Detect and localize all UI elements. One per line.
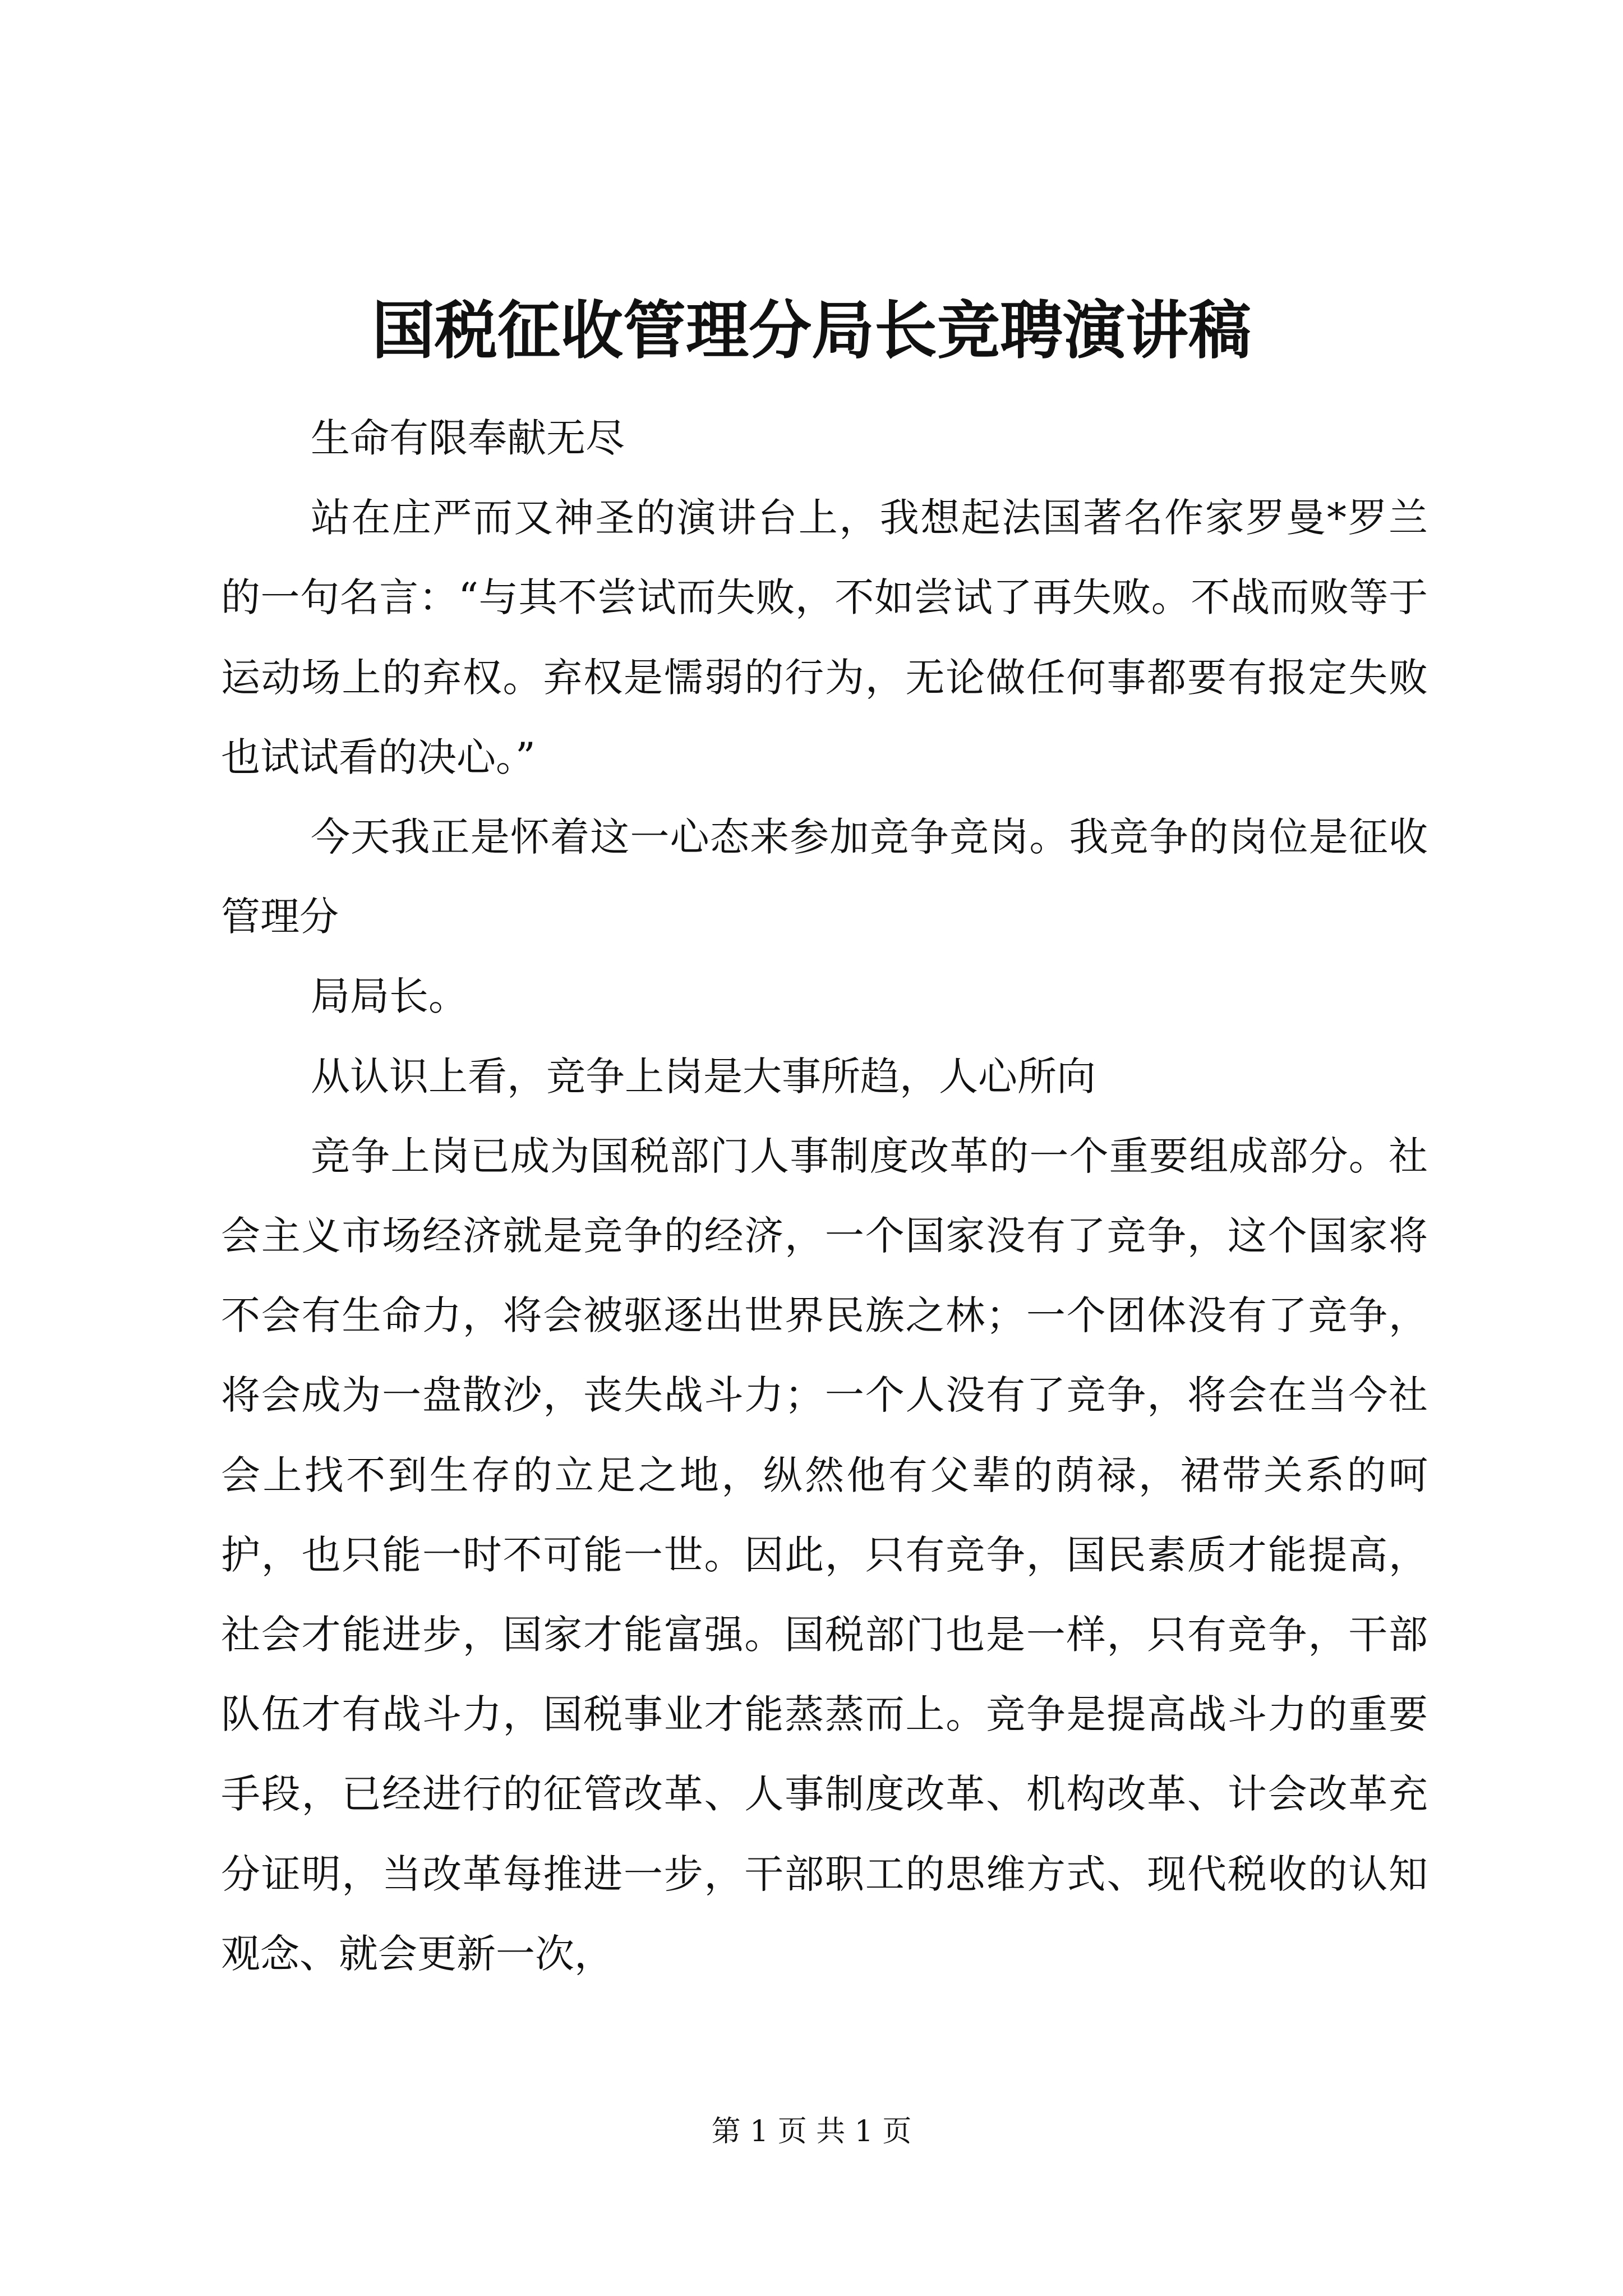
paragraph-subtitle: 生命有限奉献无尽 — [311, 415, 625, 461]
document-title: 国税征收管理分局长竞聘演讲稿 — [372, 294, 1251, 367]
paragraph-competition: 竞争上岗已成为国税部门人事制度改革的一个重要组成部分。社会主义市场经济就是竞争的经济，一个国家没有了竞争，这个国家将不会有生命力，将会被驱逐出世界民族之林；一个团体没有了竞争，将会成为一盘散沙，丧失战斗力；一个人没有了竞争，将会在当今社会上找不到生存的立足之地，纵然他有父辈的荫禄，裙带关系的呵护，也只能一时不可能一世。因此，只有竞争，国民素质才能提高，社会才能进步，国家才能富强。国税部门也是一样，只有竞争，干部队伍才有战斗力，国税事业才能蒸蒸而上。竞争是提高战斗力的重要手段，已经进行的征管改革、人事制度改革、机构改革、计会改革充分证明，当改革每推进一步，干部职工的思维方式、现代税收的认知观念、就会更新一次， — [221, 1133, 1428, 1977]
page-number-footer: 第 1 页 共 1 页 — [711, 2115, 912, 2148]
paragraph-position: 今天我正是怀着这一心态来参加竞争竞岗。我竞争的岗位是征收管理分 — [221, 814, 1428, 940]
paragraph-position-continued: 局局长。 — [311, 973, 468, 1020]
paragraph-heading-recognition: 从认识上看，竞争上岗是大事所趋，人心所向 — [311, 1053, 1096, 1099]
paragraph-quote: 站在庄严而又神圣的演讲台上，我想起法国著名作家罗曼*罗兰的一句名言：“与其不尝试而失败，不如尝试了再失败。不战而败等于运动场上的弃权。弃权是懦弱的行为，无论做任何事都要有报定失败也试试看的决心。” — [221, 495, 1428, 780]
document-body — [221, 398, 1428, 1994]
